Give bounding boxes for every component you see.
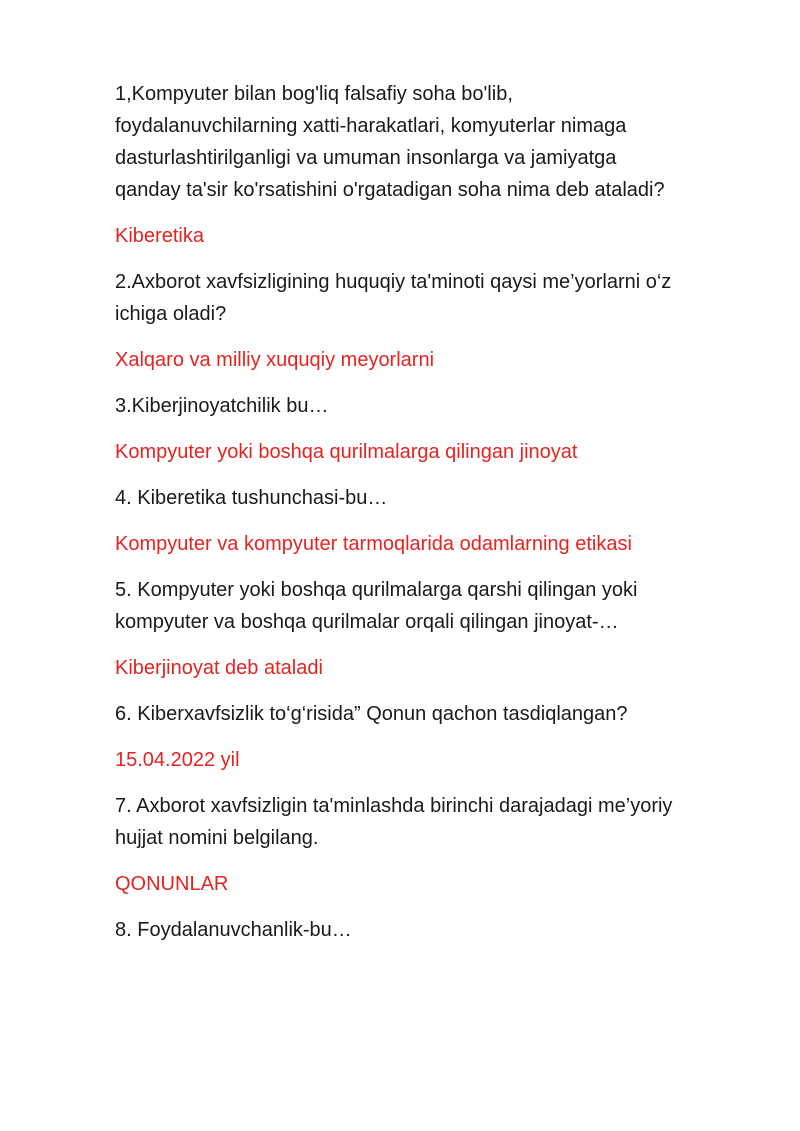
- question-2: 2.Axborot xavfsizligining huquqiy ta'minoti qaysi me’yorlarni o‘z ichiga oladi?: [115, 271, 672, 325]
- answer-7: QONUNLAR: [115, 873, 229, 895]
- answer-4: Kompyuter va kompyuter tarmoqlarida odamlarning etikasi: [115, 533, 632, 555]
- answer-5: Kiberjinoyat deb ataladi: [115, 657, 323, 679]
- qa-list: [115, 78, 755, 960]
- answer-2: Xalqaro va milliy xuquqiy meyorlarni: [115, 349, 435, 371]
- answer-6: 15.04.2022 yil: [115, 749, 240, 771]
- question-6: 6. Kiberxavfsizlik to‘g‘risida” Qonun qachon tasdiqlangan?: [115, 703, 628, 725]
- question-1: 1,Kompyuter bilan bog'liq falsafiy soha bo'lib, foydalanuvchilarning xatti-harakatlari, komyuterlar nimaga dasturlashtirilganligi va umuman insonlarga va jamiyatga qanday ta'sir ko'rsatishini o'rgatadigan soha nima deb ataladi?: [115, 83, 665, 201]
- answer-1: Kiberetika: [115, 225, 204, 247]
- question-3: 3.Kiberjinoyatchilik bu…: [115, 395, 329, 417]
- answer-3: Kompyuter yoki boshqa qurilmalarga qilingan jinoyat: [115, 441, 578, 463]
- question-8: 8. Foydalanuvchanlik-bu…: [115, 919, 352, 941]
- question-7: 7. Axborot xavfsizligin ta'minlashda birinchi darajadagi me’yoriy hujjat nomini belgilang.: [115, 795, 673, 849]
- question-4: 4. Kiberetika tushunchasi-bu…: [115, 487, 388, 509]
- question-5: 5. Kompyuter yoki boshqa qurilmalarga qarshi qilingan yoki kompyuter va boshqa qurilmalar orqali qilingan jinoyat-…: [115, 579, 638, 633]
